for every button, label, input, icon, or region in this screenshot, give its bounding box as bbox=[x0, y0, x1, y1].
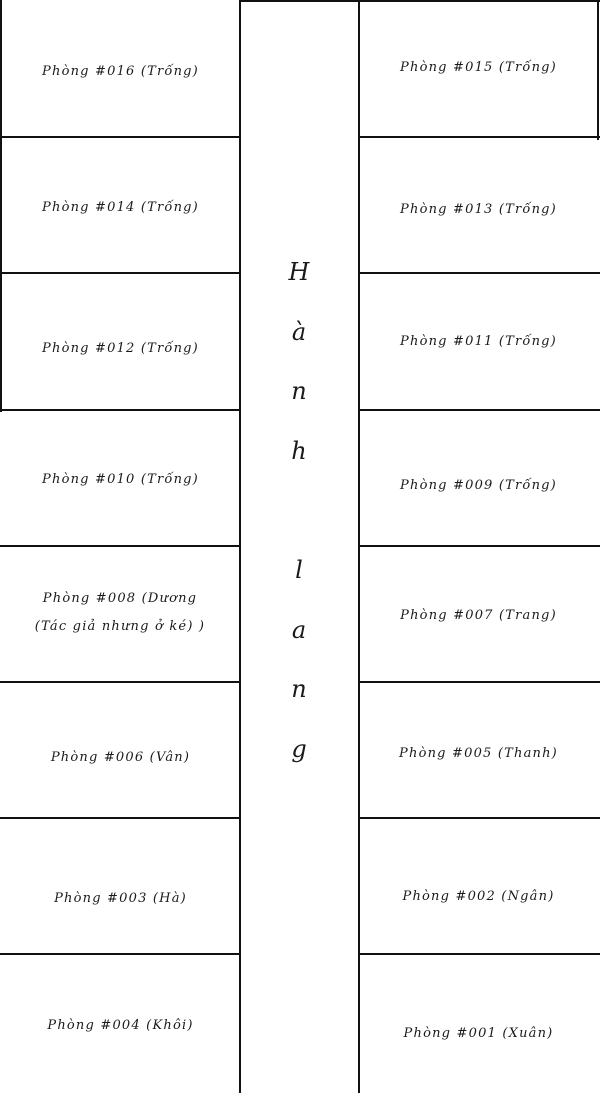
right-wall-divider bbox=[358, 681, 600, 683]
left-outer-wall bbox=[0, 0, 2, 412]
right-wall-divider bbox=[358, 0, 600, 2]
corridor-letter: à bbox=[291, 317, 307, 346]
room-015 bbox=[359, 4, 598, 132]
corridor-letter: H bbox=[288, 258, 310, 286]
room-007-label: Phòng #007 (Trang) bbox=[400, 608, 557, 623]
right-wall-divider bbox=[358, 409, 600, 411]
room-011 bbox=[359, 278, 598, 406]
room-004-label: Phòng #004 (Khôi) bbox=[47, 1018, 194, 1033]
corridor-letter: h bbox=[291, 436, 307, 465]
room-011-label: Phòng #011 (Trống) bbox=[400, 334, 557, 349]
room-006 bbox=[2, 694, 239, 822]
room-009 bbox=[359, 422, 598, 550]
room-016-label: Phòng #016 (Trống) bbox=[42, 64, 199, 79]
room-012 bbox=[2, 285, 239, 413]
room-004 bbox=[2, 962, 239, 1090]
left-wall-divider bbox=[0, 953, 241, 955]
room-013 bbox=[359, 146, 598, 274]
room-005-label: Phòng #005 (Thanh) bbox=[399, 746, 558, 761]
room-002-label: Phòng #002 (Ngân) bbox=[402, 889, 555, 904]
room-014-label: Phòng #014 (Trống) bbox=[42, 200, 199, 215]
right-wall-divider bbox=[358, 545, 600, 547]
room-010 bbox=[2, 416, 239, 544]
right-wall-divider bbox=[358, 272, 600, 274]
room-002 bbox=[359, 833, 598, 961]
left-wall-divider bbox=[0, 409, 241, 411]
corridor-title bbox=[239, 250, 359, 786]
corridor-letter: l bbox=[295, 555, 303, 584]
room-001-label: Phòng #001 (Xuân) bbox=[403, 1026, 554, 1041]
corridor-top-wall bbox=[239, 0, 360, 2]
room-009-label: Phòng #009 (Trống) bbox=[400, 478, 557, 493]
room-001 bbox=[359, 970, 598, 1093]
left-wall-divider bbox=[0, 817, 241, 819]
room-015-label: Phòng #015 (Trống) bbox=[400, 60, 557, 75]
corridor-letter: g bbox=[291, 734, 307, 763]
room-008-label: Phòng #008 (Dương (Tác giả nhưng ở ké) ) bbox=[34, 591, 206, 634]
room-012-label: Phòng #012 (Trống) bbox=[42, 341, 199, 356]
room-005 bbox=[359, 690, 598, 818]
left-wall-divider bbox=[0, 136, 241, 138]
right-outer-wall bbox=[597, 0, 599, 140]
corridor-letter: a bbox=[291, 615, 307, 644]
left-wall-divider bbox=[0, 272, 241, 274]
right-wall-divider bbox=[358, 136, 600, 138]
right-wall-divider bbox=[358, 953, 600, 955]
right-wall-divider bbox=[358, 817, 600, 819]
room-006-label: Phòng #006 (Vân) bbox=[50, 750, 191, 765]
left-wall-divider bbox=[0, 545, 241, 547]
room-014 bbox=[2, 144, 239, 272]
room-016 bbox=[2, 8, 239, 136]
room-003 bbox=[2, 835, 239, 963]
left-wall-divider bbox=[0, 681, 241, 683]
room-003-label: Phòng #003 (Hà) bbox=[54, 891, 187, 906]
corridor-letter: n bbox=[291, 675, 307, 704]
room-010-label: Phòng #010 (Trống) bbox=[42, 472, 199, 487]
room-007 bbox=[359, 552, 598, 680]
room-013-label: Phòng #013 (Trống) bbox=[400, 202, 557, 217]
corridor-letter: n bbox=[291, 377, 307, 406]
room-008 bbox=[30, 548, 210, 678]
